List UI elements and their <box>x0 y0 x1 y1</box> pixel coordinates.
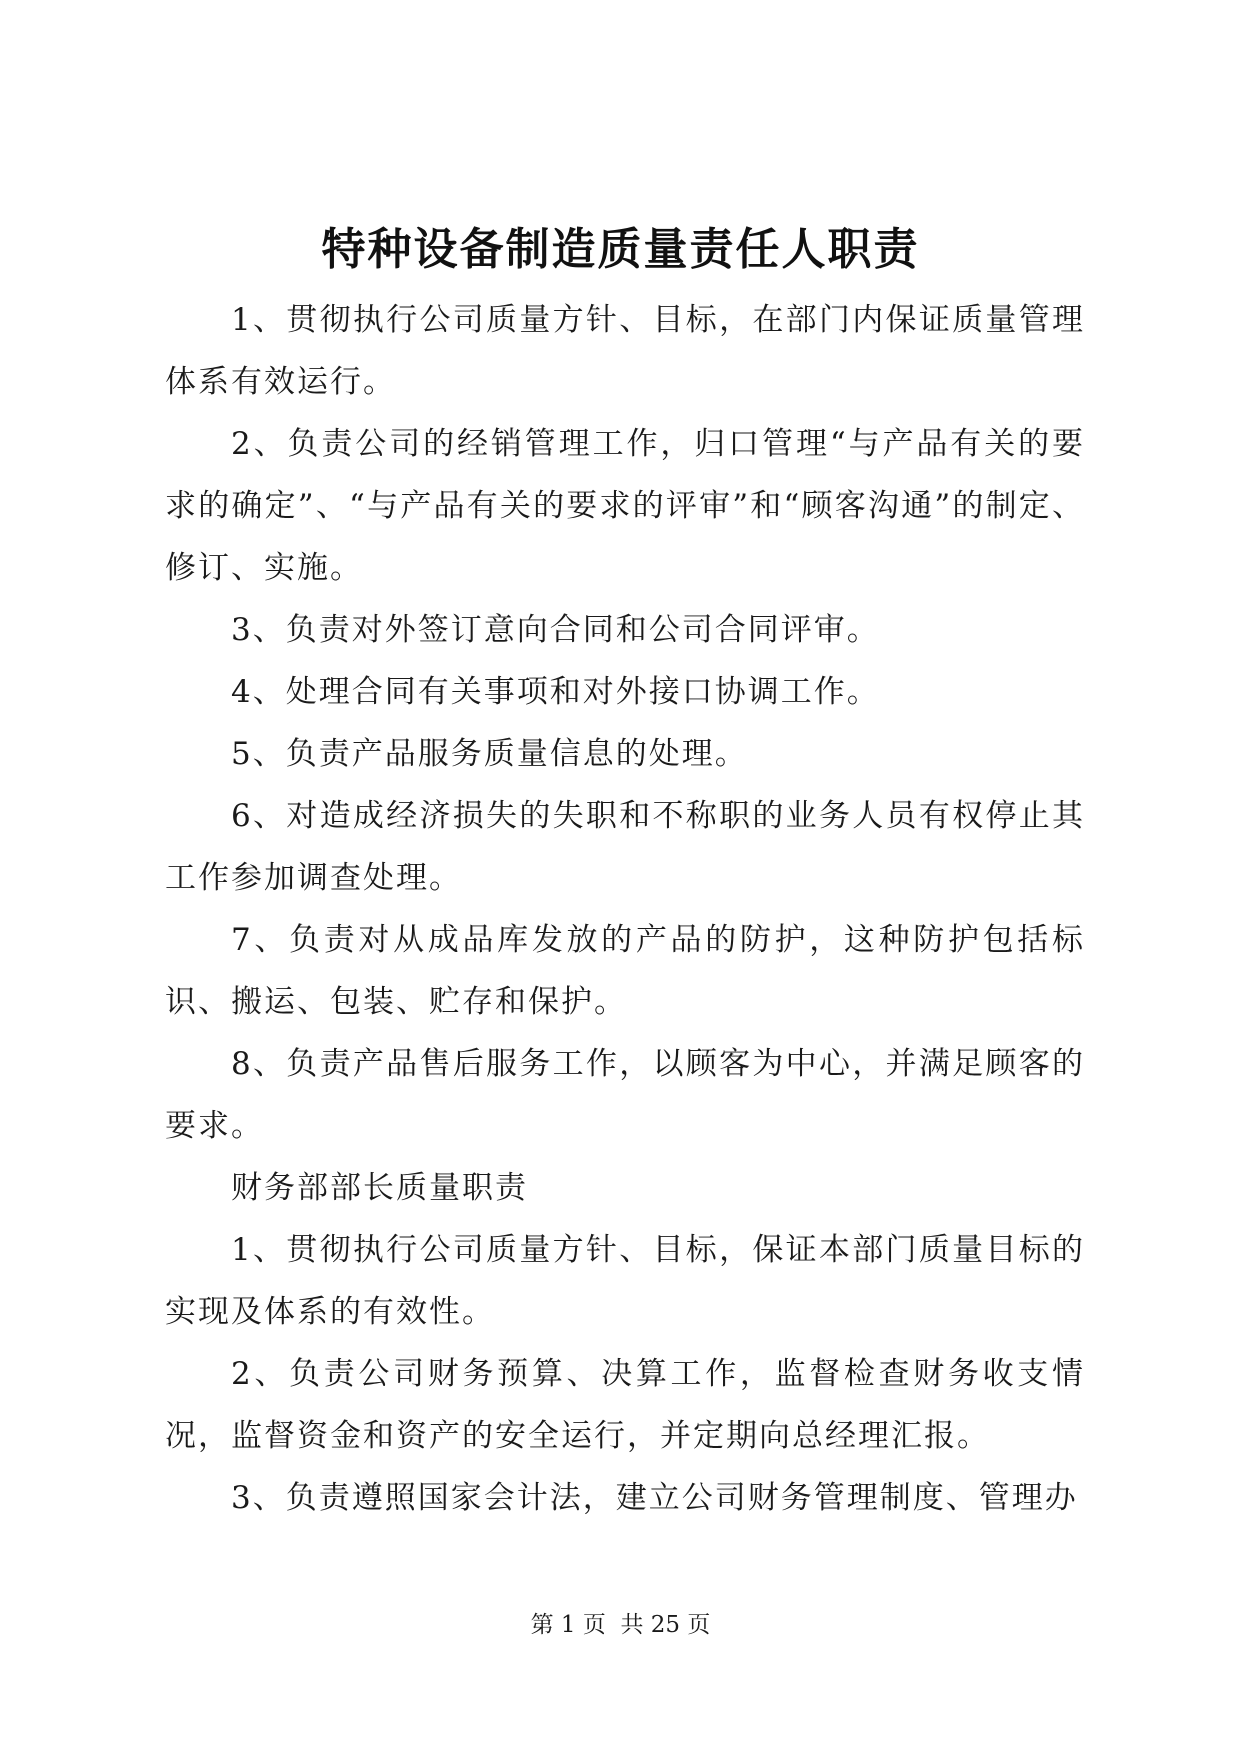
paragraph: 5、负责产品服务质量信息的处理。 <box>231 736 748 772</box>
paragraph: 1、贯彻执行公司质量方针、目标，保证本部门质量目标的实现及体系的有效性。 <box>165 1232 1085 1330</box>
paragraph: 3、负责对外签订意向合同和公司合同评审。 <box>231 612 880 648</box>
page-footer <box>0 1610 1241 1640</box>
paragraph: 3、负责遵照国家会计法，建立公司财务管理制度、管理办 <box>231 1480 1078 1516</box>
paragraph: 2、负责公司的经销管理工作，归口管理“与产品有关的要求的确定”、“与产品有关的要求的评审”和“顾客沟通”的制定、修订、实施。 <box>165 426 1085 586</box>
paragraph: 7、负责对从成品库发放的产品的防护，这种防护包括标识、搬运、包装、贮存和保护。 <box>165 922 1085 1020</box>
paragraph: 2、负责公司财务预算、决算工作，监督检查财务收支情况，监督资金和资产的安全运行，并定期向总经理汇报。 <box>165 1356 1085 1454</box>
paragraph: 4、处理合同有关事项和对外接口协调工作。 <box>231 674 880 710</box>
paragraph: 6、对造成经济损失的失职和不称职的业务人员有权停止其工作参加调查处理。 <box>165 798 1085 896</box>
page-number-label: 第 1 页 共 25 页 <box>530 1612 711 1638</box>
document-title: 特种设备制造质量责任人职责 <box>321 224 920 275</box>
paragraph: 1、贯彻执行公司质量方针、目标，在部门内保证质量管理体系有效运行。 <box>165 302 1085 400</box>
paragraph: 8、负责产品售后服务工作，以顾客为中心，并满足顾客的要求。 <box>165 1046 1085 1144</box>
section-heading: 财务部部长质量职责 <box>231 1170 528 1206</box>
document-body <box>165 289 1085 1529</box>
